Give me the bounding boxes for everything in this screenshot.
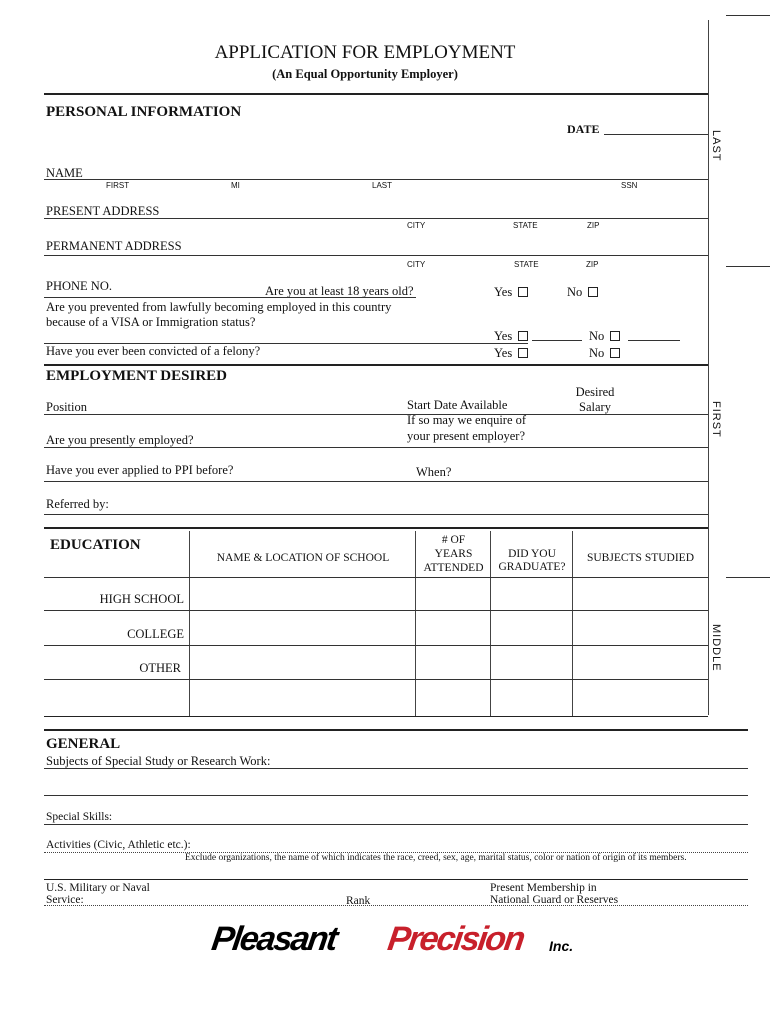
visa-yes-option[interactable] [494,329,528,344]
military-field[interactable] [44,905,748,906]
logo-inc: Inc. [549,938,574,954]
col-subjects-header: SUBJECTS STUDIED [586,552,695,564]
side-tab-line [708,20,709,715]
name-label: NAME [46,166,83,180]
age-yes-checkbox[interactable] [518,287,528,297]
age-no-option[interactable] [567,285,598,300]
page-subtitle: (An Equal Opportunity Employer) [272,67,458,81]
position-label: Position [46,400,87,414]
visa-no-option[interactable] [589,329,620,344]
side-label-first: FIRST [710,401,722,438]
guard-label [490,882,618,906]
age-yes-option[interactable] [494,285,528,300]
side-label-last: LAST [710,130,722,162]
desired-label: Desired [575,385,615,399]
name-last-caption: LAST [372,181,393,190]
permanent-zip-caption: ZIP [586,260,599,269]
special-skills-field[interactable] [44,824,748,825]
col-grad-line-2: GRADUATE? [498,561,566,573]
date-field[interactable] [604,134,708,135]
activities-label: Activities (Civic, Athletic etc.): [46,839,191,851]
military-label [46,882,150,906]
permanent-address-label: PERMANENT ADDRESS [46,239,182,253]
special-study-field[interactable] [44,768,748,769]
enquire-line-1: If so may we enquire of [407,413,527,427]
felony-question: Have you ever been convicted of a felony? [46,344,261,358]
section-education-heading: EDUCATION [50,537,141,553]
col-years-line-2: YEARS [434,548,473,560]
presently-employed-label: Are you presently employed? [46,433,194,447]
exclude-note: Exclude organizations, the name of which indicates the race, creed, sex, age, marital status, color or nation of origin of its members. [185,853,687,863]
felony-no-checkbox[interactable] [610,348,620,358]
edu-row-other: OTHER [139,661,181,675]
header-rule [44,93,708,95]
col-school-header: NAME & LOCATION OF SCHOOL [216,552,390,564]
present-city-caption: CITY [407,221,426,230]
page-title: APPLICATION FOR EMPLOYMENT [214,42,516,63]
logo-pleasant: Pleasant [209,920,339,958]
salary-label: Salary [579,400,611,414]
rank-label: Rank [346,895,371,907]
edu-row-college: COLLEGE [127,627,184,641]
visa-no-checkbox[interactable] [610,331,620,341]
section-rule-education [44,729,748,731]
permanent-address-field[interactable] [44,255,708,256]
presently-employed-field[interactable] [44,447,708,448]
age-question: Are you at least 18 years old? [265,284,414,298]
age-no-checkbox[interactable] [588,287,598,297]
permanent-state-caption: STATE [514,260,539,269]
military-line-2: Service: [46,894,84,906]
section-personal-heading: PERSONAL INFORMATION [46,104,242,120]
guard-line-2: National Guard or Reserves [490,894,619,906]
section-rule-personal [44,364,708,366]
edu-row-high-school: HIGH SCHOOL [99,592,184,606]
logo-precision: Precision [385,920,526,958]
referred-by-field[interactable] [44,514,708,515]
present-state-caption: STATE [513,221,538,230]
when-label: When? [416,465,452,479]
referred-by-label: Referred by: [46,497,109,511]
visa-question-line-2: because of a VISA or Immigration status? [46,315,256,329]
military-line-1: U.S. Military or Naval [46,882,150,894]
visa-no-label: No [589,329,605,343]
special-skills-label: Special Skills: [46,811,113,823]
col-years-header [416,533,491,575]
section-employment-heading: EMPLOYMENT DESIRED [46,368,227,384]
phone-field[interactable] [44,297,416,298]
name-field[interactable] [44,179,708,180]
felony-yes-checkbox[interactable] [518,348,528,358]
side-label-middle: MIDDLE [710,624,722,672]
applied-before-label: Have you ever applied to PPI before? [46,463,234,477]
col-years-line-3: ATTENDED [423,562,484,574]
felony-no-option[interactable] [589,346,620,361]
col-years-line-1: # OF [441,534,466,546]
guard-line-1: Present Membership in [490,882,597,894]
felony-no-label: No [589,346,605,360]
age-no-label: No [567,285,583,299]
felony-yes-label: Yes [494,346,513,360]
permanent-city-caption: CITY [407,260,426,269]
present-address-label: PRESENT ADDRESS [46,204,160,218]
ssn-caption: SSN [621,181,638,190]
name-mi-caption: MI [231,181,240,190]
present-address-field[interactable] [44,218,708,219]
visa-question-line-1: Are you prevented from lawfully becoming employed in this country [46,300,392,314]
start-date-label: Start Date Available [407,398,508,412]
col-grad-header [491,548,573,574]
position-field[interactable] [44,414,708,415]
special-study-field-2[interactable] [44,795,748,796]
section-general-heading: GENERAL [46,736,121,752]
enquire-line-2: your present employer? [407,429,526,443]
applied-before-field[interactable] [44,481,708,482]
date-label: DATE [567,122,600,136]
section-rule-employment [44,527,708,529]
special-study-label: Subjects of Special Study or Research Work: [46,754,271,768]
felony-yes-option[interactable] [494,346,528,361]
visa-yes-label: Yes [494,329,513,343]
present-zip-caption: ZIP [587,221,600,230]
name-first-caption: FIRST [106,181,130,190]
col-grad-line-1: DID YOU [508,548,556,560]
phone-label: PHONE NO. [46,279,112,293]
desired-salary-label [565,385,625,415]
visa-yes-checkbox[interactable] [518,331,528,341]
age-yes-label: Yes [494,285,513,299]
